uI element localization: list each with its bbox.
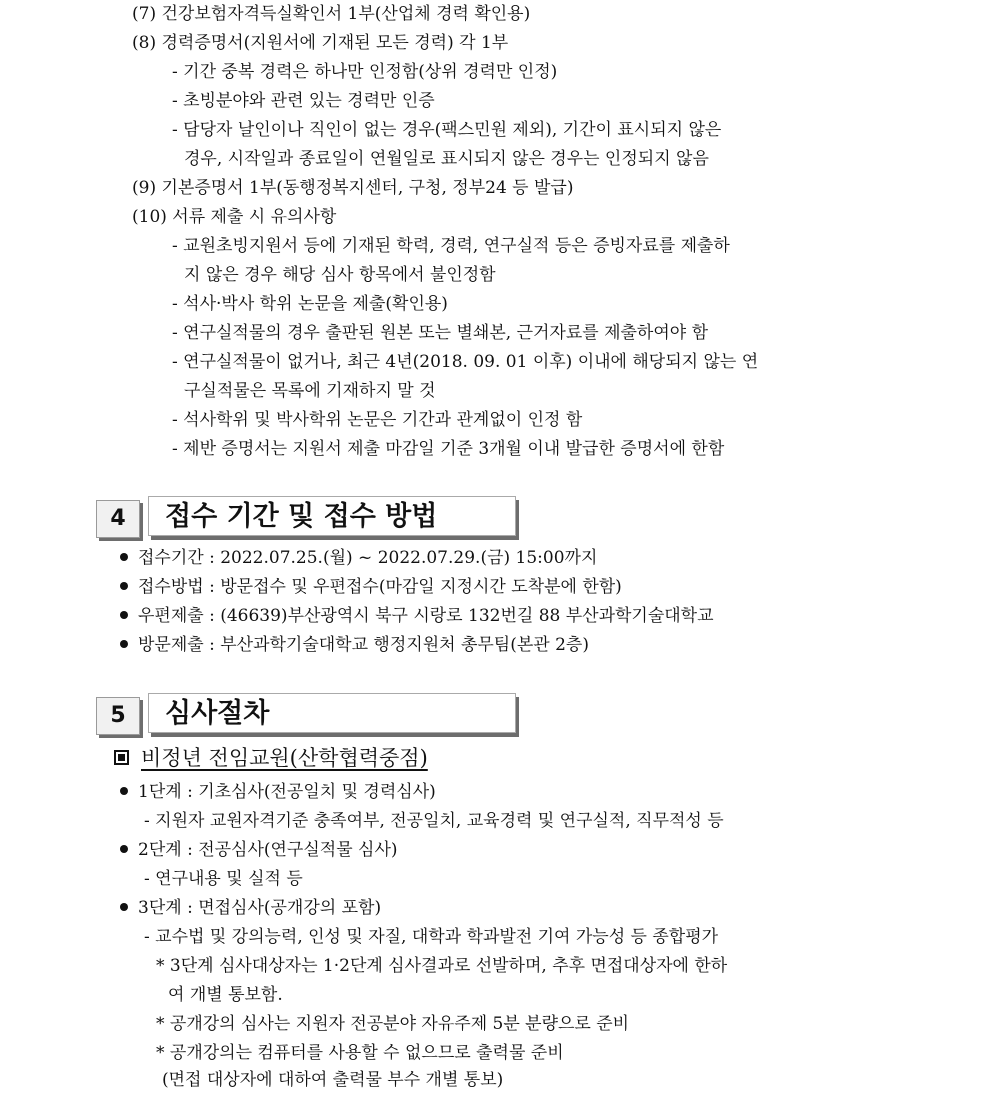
doc-line-10-sub1: - 교원초빙지원서 등에 기재된 학력, 경력, 연구실적 등은 증빙자료를 제출하 — [172, 236, 730, 256]
bullet-dot-icon — [120, 903, 128, 911]
section-5-title: 심사절차 — [148, 693, 516, 733]
doc-line-8-sub1: - 기간 중복 경력은 하나만 인정함(상위 경력만 인정) — [172, 62, 558, 82]
note-1-cont: 여 개별 통보함. — [168, 985, 283, 1005]
section-4-title: 접수 기간 및 접수 방법 — [148, 496, 516, 536]
section-4-bullet-mail: 우편제출 : (46639)부산광역시 북구 시랑로 132번길 88 부산과학기술대학교 — [120, 604, 714, 628]
note-3: * 공개강의는 컴퓨터를 사용할 수 없으므로 출력물 준비 — [156, 1043, 564, 1063]
section-4-header — [96, 496, 522, 542]
filled-square-icon — [114, 750, 129, 765]
doc-line-8: (8) 경력증명서(지원서에 기재된 모든 경력) 각 1부 — [132, 33, 509, 53]
doc-line-10-sub4: - 연구실적물이 없거나, 최근 4년(2018. 09. 01 이후) 이내에 해당되지 않는 연 — [172, 352, 759, 372]
doc-line-10-sub1-cont: 지 않은 경우 해당 심사 항목에서 불인정함 — [184, 265, 496, 285]
doc-line-10-sub3: - 연구실적물의 경우 출판된 원본 또는 별쇄본, 근거자료를 제출하여야 함 — [172, 323, 709, 343]
bullet-dot-icon — [120, 553, 128, 561]
stage-1: 1단계 : 기초심사(전공일치 및 경력심사) — [120, 780, 436, 804]
bullet-dot-icon — [120, 787, 128, 795]
section-5-subheading: 비정년 전임교원(산학협력중점) — [114, 744, 428, 772]
doc-line-9: (9) 기본증명서 1부(동행정복지센터, 구청, 정부24 등 발급) — [132, 178, 574, 198]
section-4-bullet-period: 접수기간 : 2022.07.25.(월) ~ 2022.07.29.(금) 15:00까지 — [120, 546, 597, 570]
doc-line-8-sub2: - 초빙분야와 관련 있는 경력만 인증 — [172, 91, 435, 111]
stage-2: 2단계 : 전공심사(연구실적물 심사) — [120, 838, 398, 862]
note-3-cont: (면접 대상자에 대하여 출력물 부수 개별 통보) — [162, 1070, 504, 1090]
section-4-bullet-visit: 방문제출 : 부산과학기술대학교 행정지원처 총무팀(본관 2층) — [120, 633, 589, 657]
doc-line-10-sub2: - 석사·박사 학위 논문을 제출(확인용) — [172, 294, 448, 314]
bullet-dot-icon — [120, 845, 128, 853]
section-4-number: 4 — [96, 500, 140, 538]
bullet-dot-icon — [120, 582, 128, 590]
stage-1-detail: - 지원자 교원자격기준 충족여부, 전공일치, 교육경력 및 연구실적, 직무적성 등 — [144, 811, 724, 831]
doc-line-10-sub6: - 제반 증명서는 지원서 제출 마감일 기준 3개월 이내 발급한 증명서에 한함 — [172, 439, 725, 459]
stage-2-detail: - 연구내용 및 실적 등 — [144, 869, 303, 889]
stage-3-detail: - 교수법 및 강의능력, 인성 및 자질, 대학과 학과발전 기여 가능성 등 종합평가 — [144, 927, 719, 947]
doc-line-8-sub3-cont: 경우, 시작일과 종료일이 연월일로 표시되지 않은 경우는 인정되지 않음 — [184, 149, 709, 169]
doc-line-10-sub5: - 석사학위 및 박사학위 논문은 기간과 관계없이 인정 함 — [172, 410, 583, 430]
bullet-dot-icon — [120, 640, 128, 648]
doc-line-10-sub4-cont: 구실적물은 목록에 기재하지 말 것 — [184, 381, 436, 401]
section-4-bullet-method: 접수방법 : 방문접수 및 우편접수(마감일 지정시간 도착분에 한함) — [120, 575, 622, 599]
section-5-number: 5 — [96, 697, 140, 735]
note-1: * 3단계 심사대상자는 1·2단계 심사결과로 선발하며, 추후 면접대상자에 한하 — [156, 956, 728, 976]
bullet-dot-icon — [120, 611, 128, 619]
stage-3: 3단계 : 면접심사(공개강의 포함) — [120, 896, 381, 920]
doc-line-7: (7) 건강보험자격득실확인서 1부(산업체 경력 확인용) — [132, 4, 531, 24]
note-2: * 공개강의 심사는 지원자 전공분야 자유주제 5분 분량으로 준비 — [156, 1014, 630, 1034]
section-5-header — [96, 693, 522, 739]
doc-line-8-sub3: - 담당자 날인이나 직인이 없는 경우(팩스민원 제외), 기간이 표시되지 않은 — [172, 120, 722, 140]
doc-line-10: (10) 서류 제출 시 유의사항 — [132, 207, 337, 227]
